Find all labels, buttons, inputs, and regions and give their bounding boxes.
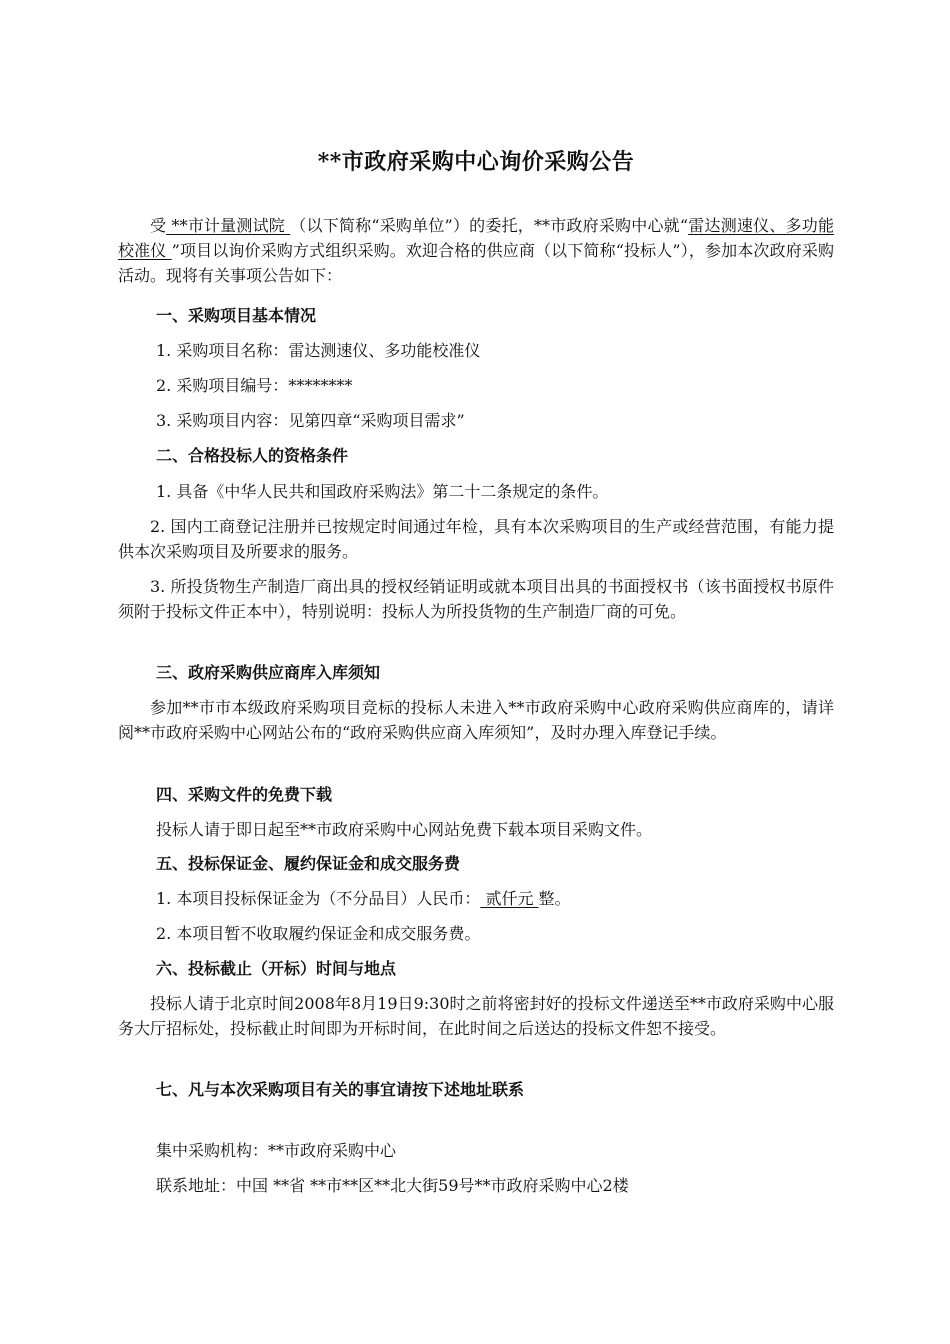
section-5-heading: 五、投标保证金、履约保证金和成交服务费 (156, 854, 461, 873)
deposit-text: 1. 本项目投标保证金为（不分品目）人民币： (156, 889, 481, 908)
intro-text-1: 受 (150, 216, 167, 235)
intro-paragraph (118, 213, 834, 288)
section-1-item-1: 1. 采购项目名称：雷达测速仪、多功能校准仪 (156, 341, 481, 360)
section-6-body: 投标人请于北京时间2008年8月19日9:30时之前将密封好的投标文件递送至**市政府采购中心服务大厅招标处，投标截止时间即为开标时间，在此时间之后送达的投标文件恕不接受。 (118, 994, 834, 1038)
section-5-item-1 (156, 886, 571, 911)
section-1-heading: 一、采购项目基本情况 (156, 306, 317, 325)
section-1-item-2: 2. 采购项目编号：******** (156, 376, 353, 395)
section-6-heading: 六、投标截止（开标）时间与地点 (156, 959, 397, 978)
section-1-item-3: 3. 采购项目内容：见第四章“采购项目需求” (156, 411, 465, 430)
section-3-body: 参加**市市本级政府采购项目竞标的投标人未进入**市政府采购中心政府采购供应商库的，请详阅**市政府采购中心网站公布的“政府采购供应商入库须知”，及时办理入库登记手续。 (118, 698, 834, 742)
section-2-heading: 二、合格投标人的资格条件 (156, 446, 349, 465)
section-2-item-1: 1. 具备《中华人民共和国政府采购法》第二十二条规定的条件。 (156, 482, 609, 501)
intro-text-2: （以下简称“采购单位”）的委托，**市政府采购中心就“ (290, 216, 689, 235)
section-4-heading: 四、采购文件的免费下载 (156, 785, 333, 804)
contact-agency: 集中采购机构：**市政府采购中心 (156, 1141, 397, 1160)
contact-address: 联系地址：中国 **省 **市**区**北大街59号**市政府采购中心2楼 (156, 1176, 629, 1195)
project-name: 雷达测速仪、多功能校准仪 (118, 216, 834, 260)
section-2-item-2: 2. 国内工商登记注册并已按规定时间通过年检，具有本次采购项目的生产或经营范围，有能力提供本次采购项目及所要求的服务。 (118, 517, 834, 561)
intro-text-3: ”项目以询价采购方式组织采购。欢迎合格的供应商（以下简称“投标人”），参加本次政府采购活动。现将有关事项公告如下： (118, 241, 834, 285)
section-2-item-3: 3. 所投货物生产制造厂商出具的授权经销证明或就本项目出具的书面授权书（该书面授权书原件须附于投标文件正本中），特别说明：投标人为所投货物的生产制造厂商的可免。 (118, 577, 834, 621)
purchaser-name: **市计量测试院 (166, 216, 291, 235)
section-3-heading: 三、政府采购供应商库入库须知 (156, 663, 381, 682)
deposit-suffix: 整。 (538, 889, 571, 908)
document-title: **市政府采购中心询价采购公告 (317, 149, 635, 175)
section-4-body: 投标人请于即日起至**市政府采购中心网站免费下载本项目采购文件。 (156, 820, 653, 839)
deposit-amount: 贰仟元 (480, 889, 539, 908)
section-7-heading: 七、凡与本次采购项目有关的事宜请按下述地址联系 (156, 1080, 525, 1099)
section-5-item-2: 2. 本项目暂不收取履约保证金和成交服务费。 (156, 924, 481, 943)
